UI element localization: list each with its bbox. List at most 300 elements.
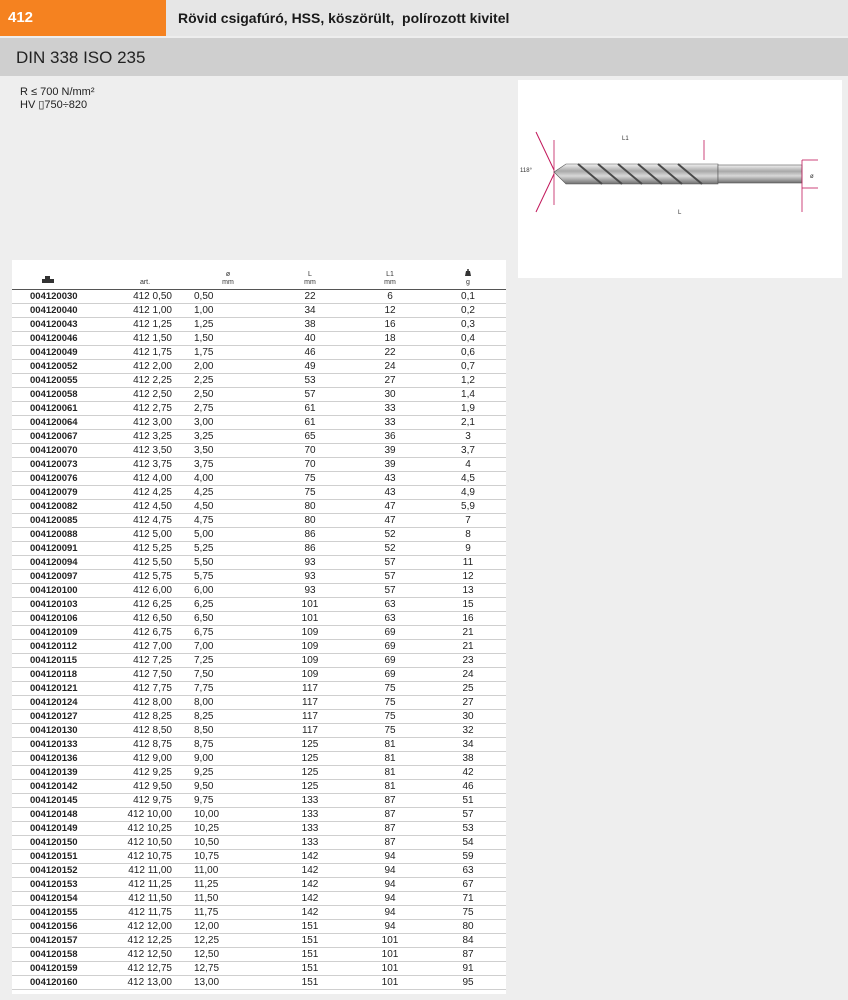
cell-code: 004120115 [12, 654, 104, 668]
cell-flute-length: 47 [350, 500, 430, 514]
cell-code: 004120091 [12, 542, 104, 556]
cell-code: 004120157 [12, 934, 104, 948]
cell-code: 004120055 [12, 374, 104, 388]
cell-art: 412 3,75 [104, 458, 186, 472]
cell-art: 412 10,75 [104, 850, 186, 864]
cell-art: 412 13,00 [104, 976, 186, 990]
cell-diameter: 6,75 [186, 626, 270, 640]
table-row [12, 682, 506, 696]
cell-art: 412 11,00 [104, 864, 186, 878]
table-row [12, 654, 506, 668]
cell-art: 412 7,50 [104, 668, 186, 682]
cell-flute-length: 69 [350, 654, 430, 668]
cell-code: 004120153 [12, 878, 104, 892]
cell-diameter: 0,50 [186, 290, 270, 304]
cell-code: 004120142 [12, 780, 104, 794]
cell-art: 412 5,00 [104, 528, 186, 542]
cell-length: 151 [270, 934, 350, 948]
spec-hardness: HV ▯750÷820 [20, 99, 88, 111]
cell-weight: 32 [430, 724, 506, 738]
cell-diameter: 1,25 [186, 318, 270, 332]
table-row [12, 514, 506, 528]
cell-diameter: 4,25 [186, 486, 270, 500]
table-row [12, 332, 506, 346]
cell-length: 117 [270, 682, 350, 696]
table-row [12, 976, 506, 990]
cell-flute-length: 87 [350, 794, 430, 808]
cell-flute-length: 22 [350, 346, 430, 360]
table-row [12, 388, 506, 402]
cell-weight: 87 [430, 948, 506, 962]
cell-code: 004120097 [12, 570, 104, 584]
cell-weight: 0,6 [430, 346, 506, 360]
cell-diameter: 2,75 [186, 402, 270, 416]
cell-flute-length: 27 [350, 374, 430, 388]
cell-flute-length: 87 [350, 808, 430, 822]
cell-flute-length: 94 [350, 878, 430, 892]
cell-code: 004120094 [12, 556, 104, 570]
cell-diameter: 5,25 [186, 542, 270, 556]
angle-line-top [536, 132, 554, 170]
cell-flute-length: 94 [350, 892, 430, 906]
table-row [12, 822, 506, 836]
cell-length: 142 [270, 850, 350, 864]
table-row [12, 892, 506, 906]
cell-diameter: 8,50 [186, 724, 270, 738]
cell-length: 101 [270, 598, 350, 612]
l1-label: L1 [622, 136, 629, 142]
cell-flute-length: 69 [350, 626, 430, 640]
table-row [12, 584, 506, 598]
cell-code: 004120100 [12, 584, 104, 598]
cell-art: 412 10,50 [104, 836, 186, 850]
cell-weight: 0,4 [430, 332, 506, 346]
table-row [12, 556, 506, 570]
drill-diagram [518, 80, 842, 278]
cell-art: 412 3,50 [104, 444, 186, 458]
cell-art: 412 9,75 [104, 794, 186, 808]
cell-code: 004120103 [12, 598, 104, 612]
cell-art: 412 2,00 [104, 360, 186, 374]
cell-diameter: 12,25 [186, 934, 270, 948]
cell-length: 46 [270, 346, 350, 360]
table-row [12, 780, 506, 794]
weight-icon [430, 269, 506, 279]
table-row [12, 864, 506, 878]
cell-flute-length: 75 [350, 682, 430, 696]
cell-art: 412 12,75 [104, 962, 186, 976]
cell-weight: 71 [430, 892, 506, 906]
cell-weight: 95 [430, 976, 506, 990]
cell-code: 004120076 [12, 472, 104, 486]
product-code: 412 [0, 0, 166, 36]
cell-diameter: 1,50 [186, 332, 270, 346]
cell-art: 412 8,00 [104, 696, 186, 710]
cell-code: 004120139 [12, 766, 104, 780]
cell-flute-length: 101 [350, 948, 430, 962]
cell-length: 109 [270, 640, 350, 654]
cell-diameter: 7,75 [186, 682, 270, 696]
cell-weight: 16 [430, 612, 506, 626]
cell-length: 93 [270, 584, 350, 598]
cell-flute-length: 47 [350, 514, 430, 528]
cell-art: 412 4,50 [104, 500, 186, 514]
cell-length: 125 [270, 766, 350, 780]
table-row [12, 668, 506, 682]
cell-code: 004120067 [12, 430, 104, 444]
header-bar [0, 0, 848, 36]
cell-code: 004120073 [12, 458, 104, 472]
cell-weight: 25 [430, 682, 506, 696]
cell-weight: 54 [430, 836, 506, 850]
cell-diameter: 9,75 [186, 794, 270, 808]
header-length [270, 260, 350, 290]
cell-art: 412 2,50 [104, 388, 186, 402]
cell-length: 142 [270, 906, 350, 920]
table-row [12, 920, 506, 934]
cell-length: 93 [270, 556, 350, 570]
cell-art: 412 11,25 [104, 878, 186, 892]
cell-art: 412 3,00 [104, 416, 186, 430]
cell-art: 412 11,50 [104, 892, 186, 906]
cell-weight: 0,2 [430, 304, 506, 318]
cell-diameter: 3,50 [186, 444, 270, 458]
drill-diagram-svg [518, 80, 842, 278]
cell-code: 004120079 [12, 486, 104, 500]
cell-art: 412 1,25 [104, 318, 186, 332]
cell-weight: 34 [430, 738, 506, 752]
header-flute-length-symbol: L1 [386, 271, 394, 278]
cell-diameter: 2,00 [186, 360, 270, 374]
cell-weight: 9 [430, 542, 506, 556]
cell-length: 80 [270, 500, 350, 514]
cell-diameter: 1,00 [186, 304, 270, 318]
cell-diameter: 2,50 [186, 388, 270, 402]
table-row [12, 570, 506, 584]
cell-flute-length: 57 [350, 556, 430, 570]
cell-length: 142 [270, 878, 350, 892]
table-row [12, 850, 506, 864]
drill-shank [718, 165, 802, 183]
cell-flute-length: 52 [350, 542, 430, 556]
cell-length: 65 [270, 430, 350, 444]
standard-bar: DIN 338 ISO 235 [0, 38, 848, 76]
table-row [12, 808, 506, 822]
specs [20, 86, 95, 112]
cell-code: 004120124 [12, 696, 104, 710]
header-weight [430, 260, 506, 290]
cell-weight: 4 [430, 458, 506, 472]
cell-code: 004120043 [12, 318, 104, 332]
cell-flute-length: 101 [350, 962, 430, 976]
cell-art: 412 5,25 [104, 542, 186, 556]
cell-weight: 63 [430, 864, 506, 878]
table-row [12, 304, 506, 318]
cell-code: 004120070 [12, 444, 104, 458]
cell-art: 412 2,25 [104, 374, 186, 388]
cell-art: 412 5,75 [104, 570, 186, 584]
cell-weight: 42 [430, 766, 506, 780]
cell-diameter: 8,75 [186, 738, 270, 752]
cell-weight: 0,3 [430, 318, 506, 332]
cell-length: 109 [270, 626, 350, 640]
cell-flute-length: 69 [350, 640, 430, 654]
cell-weight: 57 [430, 808, 506, 822]
cell-weight: 27 [430, 696, 506, 710]
cell-art: 412 4,75 [104, 514, 186, 528]
cell-art: 412 3,25 [104, 430, 186, 444]
cell-diameter: 9,25 [186, 766, 270, 780]
cell-flute-length: 16 [350, 318, 430, 332]
cell-diameter: 7,00 [186, 640, 270, 654]
cell-length: 86 [270, 528, 350, 542]
cell-length: 53 [270, 374, 350, 388]
cell-length: 61 [270, 402, 350, 416]
cell-code: 004120154 [12, 892, 104, 906]
cell-flute-length: 63 [350, 612, 430, 626]
cell-code: 004120133 [12, 738, 104, 752]
cell-code: 004120158 [12, 948, 104, 962]
l-label: L [678, 210, 682, 216]
cell-code: 004120040 [12, 304, 104, 318]
cell-length: 142 [270, 892, 350, 906]
cell-code: 004120052 [12, 360, 104, 374]
cell-diameter: 6,50 [186, 612, 270, 626]
header-diameter [186, 260, 270, 290]
cell-art: 412 10,00 [104, 808, 186, 822]
header-art: art. [104, 260, 186, 290]
cell-flute-length: 81 [350, 780, 430, 794]
table-row [12, 934, 506, 948]
cell-weight: 7 [430, 514, 506, 528]
cell-art: 412 1,75 [104, 346, 186, 360]
cell-length: 142 [270, 864, 350, 878]
cell-length: 133 [270, 794, 350, 808]
cell-weight: 51 [430, 794, 506, 808]
cell-code: 004120082 [12, 500, 104, 514]
cell-code: 004120149 [12, 822, 104, 836]
cell-weight: 15 [430, 598, 506, 612]
cell-weight: 3,7 [430, 444, 506, 458]
page-title: Rövid csigafúró, HSS, köszörült, polírozott kivitel [178, 10, 510, 26]
cell-length: 133 [270, 836, 350, 850]
cell-length: 109 [270, 654, 350, 668]
cell-diameter: 10,00 [186, 808, 270, 822]
cell-diameter: 5,75 [186, 570, 270, 584]
cell-flute-length: 6 [350, 290, 430, 304]
cell-art: 412 12,50 [104, 948, 186, 962]
table-row [12, 752, 506, 766]
cell-art: 412 1,50 [104, 332, 186, 346]
cell-length: 109 [270, 668, 350, 682]
cell-length: 70 [270, 458, 350, 472]
cell-length: 22 [270, 290, 350, 304]
cell-diameter: 7,25 [186, 654, 270, 668]
table-row [12, 528, 506, 542]
table-row [12, 626, 506, 640]
cell-flute-length: 81 [350, 738, 430, 752]
cell-length: 80 [270, 514, 350, 528]
cell-art: 412 7,25 [104, 654, 186, 668]
cell-length: 151 [270, 962, 350, 976]
cell-length: 75 [270, 472, 350, 486]
cell-weight: 1,9 [430, 402, 506, 416]
cell-code: 004120121 [12, 682, 104, 696]
cell-flute-length: 57 [350, 584, 430, 598]
table-row [12, 710, 506, 724]
cell-flute-length: 36 [350, 430, 430, 444]
cell-diameter: 3,25 [186, 430, 270, 444]
angle-label: 118° [520, 168, 532, 174]
cell-length: 117 [270, 696, 350, 710]
cell-weight: 5,9 [430, 500, 506, 514]
cell-code: 004120160 [12, 976, 104, 990]
table-row [12, 766, 506, 780]
table-row [12, 374, 506, 388]
header-code [12, 260, 104, 290]
cell-weight: 12 [430, 570, 506, 584]
cell-flute-length: 75 [350, 696, 430, 710]
cell-weight: 3 [430, 430, 506, 444]
cell-flute-length: 33 [350, 402, 430, 416]
cell-art: 412 6,00 [104, 584, 186, 598]
cell-flute-length: 39 [350, 458, 430, 472]
cell-weight: 4,9 [430, 486, 506, 500]
cell-flute-length: 43 [350, 472, 430, 486]
cell-length: 125 [270, 752, 350, 766]
cell-code: 004120156 [12, 920, 104, 934]
cell-code: 004120155 [12, 906, 104, 920]
cell-length: 49 [270, 360, 350, 374]
cell-length: 117 [270, 724, 350, 738]
header-diameter-symbol: ø [225, 271, 231, 278]
header-flute-length-unit: mm [384, 279, 396, 286]
cell-length: 93 [270, 570, 350, 584]
cell-art: 412 8,50 [104, 724, 186, 738]
cell-diameter: 10,75 [186, 850, 270, 864]
cell-diameter: 6,25 [186, 598, 270, 612]
cell-art: 412 4,25 [104, 486, 186, 500]
cell-length: 117 [270, 710, 350, 724]
cell-length: 38 [270, 318, 350, 332]
table-row [12, 444, 506, 458]
table-row [12, 472, 506, 486]
table-row [12, 402, 506, 416]
cell-diameter: 2,25 [186, 374, 270, 388]
table-row [12, 906, 506, 920]
cell-diameter: 3,75 [186, 458, 270, 472]
cell-art: 412 2,75 [104, 402, 186, 416]
cell-diameter: 11,00 [186, 864, 270, 878]
cell-flute-length: 63 [350, 598, 430, 612]
cell-weight: 13 [430, 584, 506, 598]
cell-weight: 75 [430, 906, 506, 920]
cell-length: 70 [270, 444, 350, 458]
cell-length: 133 [270, 822, 350, 836]
cell-diameter: 4,75 [186, 514, 270, 528]
drill-flute [554, 164, 718, 184]
table-row [12, 500, 506, 514]
cell-code: 004120152 [12, 864, 104, 878]
table-row [12, 738, 506, 752]
cell-art: 412 1,00 [104, 304, 186, 318]
cell-weight: 84 [430, 934, 506, 948]
cell-weight: 2,1 [430, 416, 506, 430]
cell-diameter: 11,50 [186, 892, 270, 906]
cell-code: 004120049 [12, 346, 104, 360]
cell-length: 34 [270, 304, 350, 318]
table-row [12, 346, 506, 360]
cell-length: 133 [270, 808, 350, 822]
cell-weight: 53 [430, 822, 506, 836]
header-length-symbol: L [308, 271, 312, 278]
cell-flute-length: 39 [350, 444, 430, 458]
cell-weight: 24 [430, 668, 506, 682]
cell-weight: 59 [430, 850, 506, 864]
table-row [12, 458, 506, 472]
cell-art: 412 9,25 [104, 766, 186, 780]
cell-code: 004120112 [12, 640, 104, 654]
product-table [12, 260, 506, 990]
cell-weight: 0,1 [430, 290, 506, 304]
table-row [12, 962, 506, 976]
cell-code: 004120109 [12, 626, 104, 640]
angle-line-bottom [536, 174, 554, 212]
cell-flute-length: 30 [350, 388, 430, 402]
cell-code: 004120085 [12, 514, 104, 528]
table-row [12, 612, 506, 626]
cell-art: 412 8,25 [104, 710, 186, 724]
cell-code: 004120058 [12, 388, 104, 402]
cell-flute-length: 18 [350, 332, 430, 346]
product-table-panel [12, 260, 506, 994]
table-row [12, 696, 506, 710]
table-header-row [12, 260, 506, 290]
cell-flute-length: 24 [350, 360, 430, 374]
table-row [12, 486, 506, 500]
table-row [12, 794, 506, 808]
cell-code: 004120061 [12, 402, 104, 416]
cell-diameter: 10,25 [186, 822, 270, 836]
table-row [12, 724, 506, 738]
cell-flute-length: 94 [350, 864, 430, 878]
cell-art: 412 8,75 [104, 738, 186, 752]
cell-weight: 8 [430, 528, 506, 542]
cell-flute-length: 101 [350, 976, 430, 990]
cell-code: 004120136 [12, 752, 104, 766]
cell-code: 004120145 [12, 794, 104, 808]
cell-code: 004120030 [12, 290, 104, 304]
cell-length: 57 [270, 388, 350, 402]
cell-weight: 21 [430, 626, 506, 640]
cell-flute-length: 81 [350, 752, 430, 766]
cell-weight: 80 [430, 920, 506, 934]
cell-weight: 1,4 [430, 388, 506, 402]
cell-code: 004120064 [12, 416, 104, 430]
cell-flute-length: 52 [350, 528, 430, 542]
cell-diameter: 10,50 [186, 836, 270, 850]
cell-diameter: 11,25 [186, 878, 270, 892]
cell-length: 151 [270, 948, 350, 962]
cell-art: 412 9,50 [104, 780, 186, 794]
cell-weight: 46 [430, 780, 506, 794]
cell-length: 125 [270, 738, 350, 752]
cell-length: 86 [270, 542, 350, 556]
cell-diameter: 11,75 [186, 906, 270, 920]
cell-flute-length: 87 [350, 836, 430, 850]
cell-code: 004120046 [12, 332, 104, 346]
cell-code: 004120088 [12, 528, 104, 542]
